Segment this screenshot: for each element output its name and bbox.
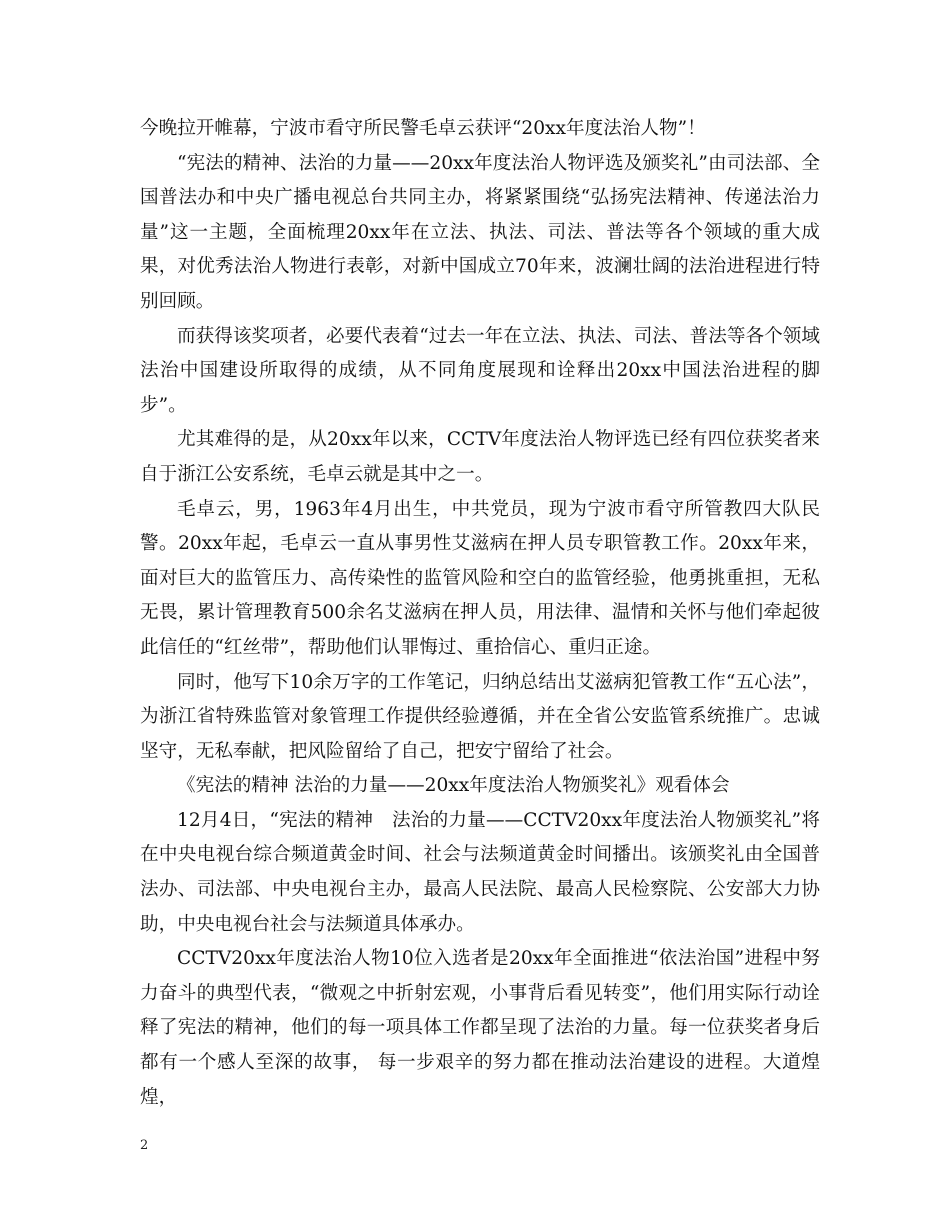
paragraph-6: 同时，他写下10余万字的工作笔记，归纳总结出艾滋病犯管教工作“五心法”，为浙江省特殊监管对象管理工作提供经验遵循，并在全省公安监管系统推广。忠诚坚守，无私奉献，把风险留给了自己，把安宁留给了社会。 (140, 671, 820, 762)
paragraph-2: “宪法的精神、法治的力量——20xx年度法治人物评选及颁奖礼”由司法部、全国普法办和中央广播电视总台共同主办，将紧紧围绕“弘扬宪法精神、传递法治力量”这一主题，全面梳理20xx年在立法、执法、司法、普法等各个领域的重大成果，对优秀法治人物进行表彰，对新中国成立70年来，波澜壮阔的法治进程进行特别回顾。 (140, 152, 820, 312)
paragraph-7: 12月4日，“宪法的精神 法治的力量——CCTV20xx年度法治人物颁奖礼”将在中央电视台综合频道黄金时间、社会与法频道黄金时间播出。该颁奖礼由全国普法办、司法部、中央电视台主办，最高人民法院、最高人民检察院、公安部大力协助，中央电视台社会与法频道具体承办。 (140, 809, 820, 935)
section-heading: 《宪法的精神 法治的力量——20xx年度法治人物颁奖礼》观看体会 (177, 775, 730, 797)
paragraph-4: 尤其难得的是，从20xx年以来，CCTV年度法治人物评选已经有四位获奖者来自于浙江公安系统，毛卓云就是其中之一。 (140, 429, 820, 485)
paragraph-1: 今晚拉开帷幕，宁波市看守所民警毛卓云获评“20xx年度法治人物”！ (140, 118, 706, 139)
paragraph-5: 毛卓云，男，1963年4月出生，中共党员，现为宁波市看守所管教四大队民警。20xx年起，毛卓云一直从事男性艾滋病在押人员专职管教工作。20xx年来，面对巨大的监管压力、高传染性的监管风险和空白的监管经验，他勇挑重担，无私无畏，累计管理教育500余名艾滋病在押人员，用法律、温情和关怀与他们牵起彼此信任的“红丝带”，帮助他们认罪悔过、重拾信心、重归正途。 (140, 498, 820, 658)
paragraph-8: CCTV20xx年度法治人物10位入选者是20xx年全面推进“依法治国”进程中努力奋斗的典型代表，“微观之中折射宏观，小事背后看见转变”，他们用实际行动诠释了宪法的精神，他们的每一项具体工作都呈现了法治的力量。每一位获奖者身后都有一个感人至深的故事， 每一步艰辛的努力都在推动法治建设的进程。大道煌煌， (140, 948, 820, 1108)
paragraph-3: 而获得该奖项者，必要代表着“过去一年在立法、执法、司法、普法等各个领域法治中国建设所取得的成绩，从不同角度展现和诠释出20xx中国法治进程的脚步”。 (140, 325, 820, 416)
page-number: 2 (140, 1138, 149, 1153)
document-body (140, 112, 820, 1115)
